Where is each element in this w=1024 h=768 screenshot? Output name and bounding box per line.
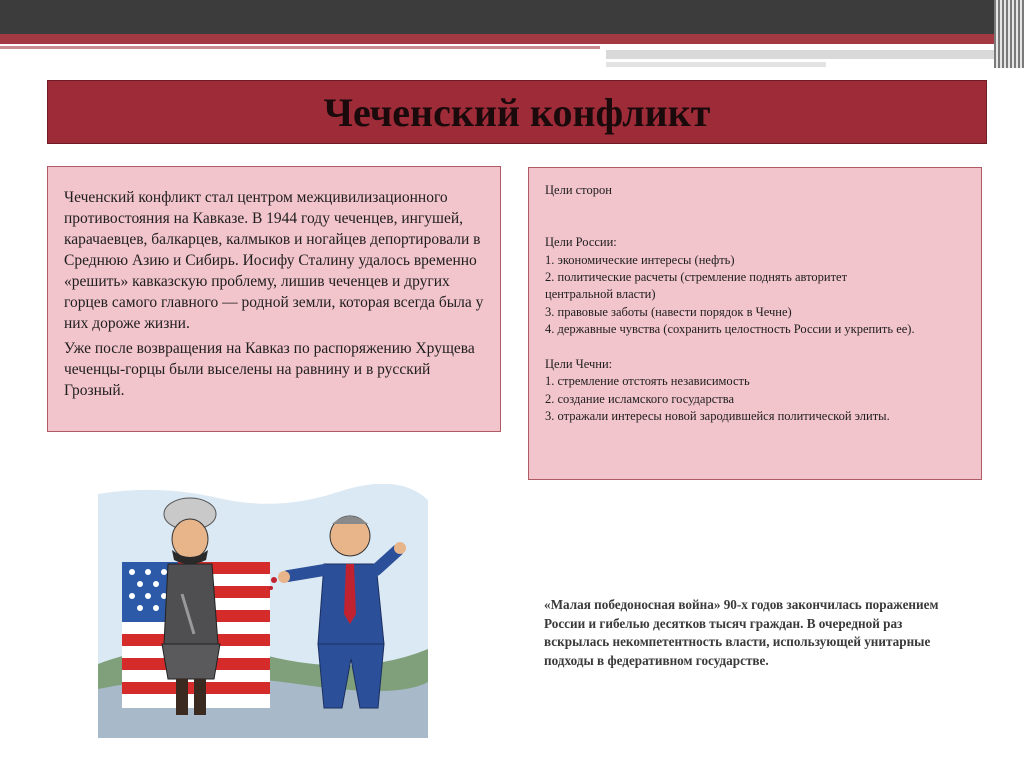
chechnya-goal-item: 3. отражали интересы новой зародившейся политической элиты. [545, 409, 890, 424]
chechnya-goal-item: 1. стремление отстоять независимость [545, 374, 750, 389]
goals-heading: Цели сторон [545, 183, 612, 197]
russia-goal-item: центральной власти) [545, 287, 656, 302]
top-gray-bar-small [606, 62, 826, 67]
russia-goal-item: 3. правовые заботы (навести порядок в Чечне) [545, 304, 792, 319]
conclusion-quote: «Малая победоносная война» 90-х годов закончилась поражением России и гибелью десятков тысяч граждан. В очередной раз вскрылась некомпетентность власти, использующей унитарные подходы в федеративном государстве. [544, 597, 939, 668]
top-accent-line [0, 46, 600, 49]
russia-goal-item: 2. политические расчеты (стремление поднять авторитет [545, 270, 848, 284]
top-red-bar [0, 34, 1024, 44]
chechnya-goals-heading: Цели Чечни: [545, 357, 613, 372]
russia-goal-item: 1. экономические интересы (нефть) [545, 252, 735, 267]
chechnya-goal-item: 2. создание исламского государства [545, 391, 735, 406]
goals-box [528, 167, 982, 480]
corner-stripes [994, 0, 1024, 68]
top-dark-bar [0, 0, 1024, 34]
russia-goal-item: 4. державные чувства (сохранить целостность России и укрепить ее). [545, 322, 915, 337]
history-paragraph-2: Уже после возвращения на Кавказ по распоряжению Хрущева чеченцы-горцы были выселены на равнину и в русский Грозный. [64, 340, 475, 399]
top-gray-bar [606, 50, 996, 59]
political-cartoon-image [98, 484, 428, 738]
title-banner [47, 80, 987, 144]
history-paragraph-1: Чеченский конфликт стал центром межцивилизационного противостояния на Кавказе. В 1944 году чеченцев, ингушей, карачаевцев, балкарцев, калмыков и ногайцев депортировали в Среднюю Азию и Сибирь. Иосифу Сталину удалось временно «решить» кавказскую проблему, лишив чеченцев и других горцев самого главного — родной земли, которая всегда была у них дороже жизни. [64, 189, 484, 332]
history-text-box [47, 166, 501, 432]
page-title: Чеченский конфликт [323, 90, 711, 135]
russia-goals-heading: Цели России: [545, 235, 617, 250]
